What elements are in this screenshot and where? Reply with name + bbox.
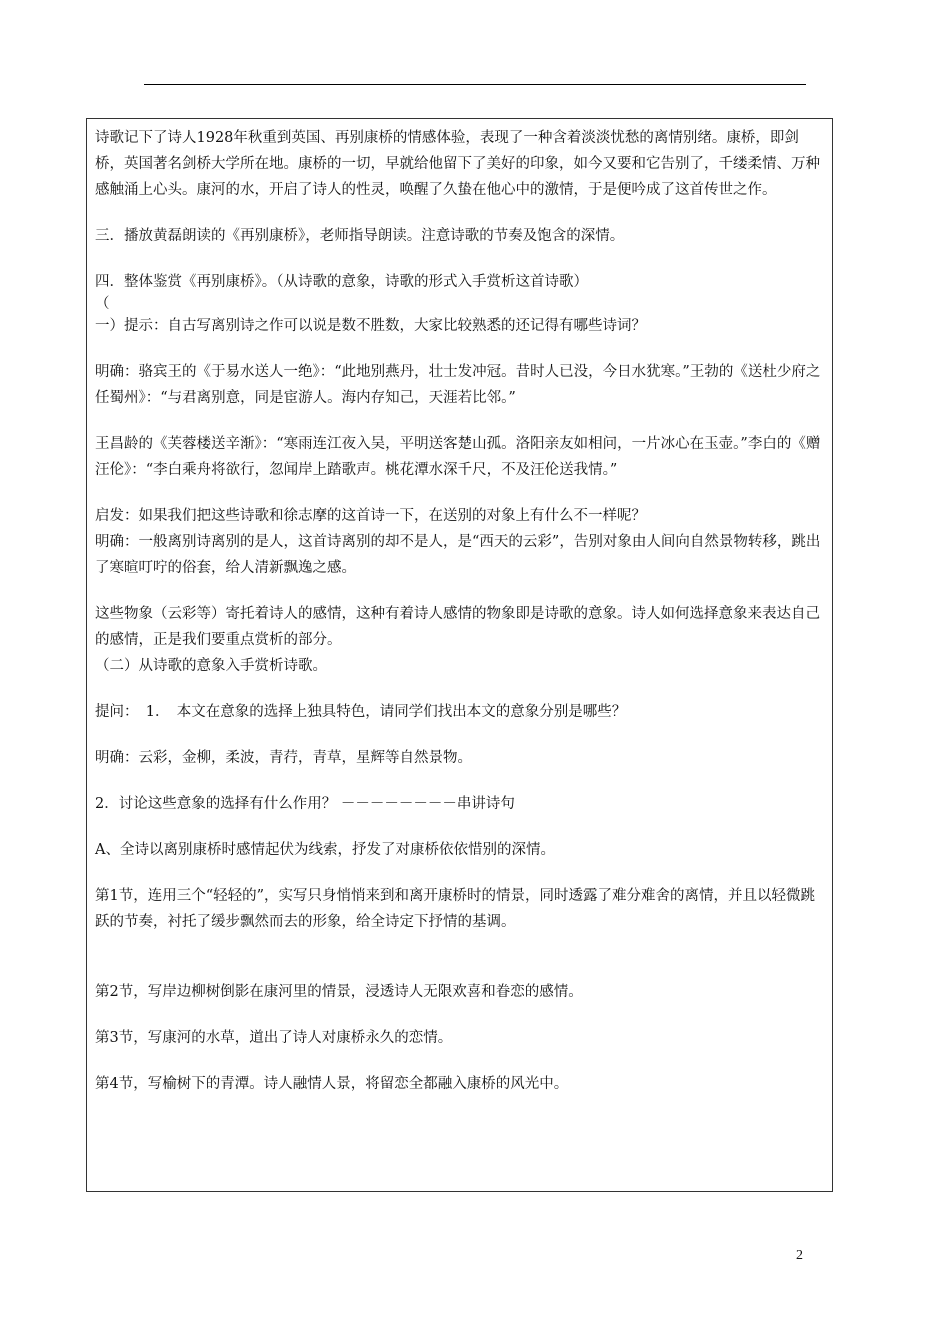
paragraph-hint: 一）提示：自古写离别诗之作可以说是数不胜数，大家比较熟悉的还记得有哪些诗词？ <box>95 318 646 334</box>
paragraph-imagery: 这些物象（云彩等）寄托着诗人的感情，这种有着诗人感情的物象即是诗歌的意象。诗人如何选择意象来表达自己的感情，正是我们要重点赏析的部分。 <box>95 606 820 648</box>
paragraph-stanza-2: 第2节，写岸边柳树倒影在康河里的情景，浸透诗人无限欢喜和眷恋的感情。 <box>95 984 583 1000</box>
content-box <box>86 118 833 1192</box>
page-number: 2 <box>796 1248 803 1263</box>
paragraph-answer-one: 明确：云彩，金柳，柔波，青荇，青草，星辉等自然景物。 <box>95 750 472 766</box>
paragraph-stanza-3: 第3节，写康河的水草，道出了诗人对康桥永久的恋情。 <box>95 1030 453 1046</box>
paragraph-open-paren: （ <box>95 296 110 312</box>
paragraph-question-two: 2．讨论这些意象的选择有什么作用？ －－－－－－－－串讲诗句 <box>95 796 515 812</box>
paragraph-inspire: 启发：如果我们把这些诗歌和徐志摩的这首诗一下，在送别的对象上有什么不一样呢？ <box>95 508 646 524</box>
header-rule <box>144 84 806 85</box>
paragraph-clarify-poems-2: 王昌龄的《芙蓉楼送辛渐》：“寒雨连江夜入吴，平明送客楚山孤。洛阳亲友如相问，一片冰心在玉壶。”李白的《赠汪伦》：“李白乘舟将欲行，忽闻岸上踏歌声。桃花潭水深千尺，不及汪伦送我情。” <box>95 436 821 478</box>
paragraph-background: 诗歌记下了诗人1928年秋重到英国、再别康桥的情感体验，表现了一种含着淡淡忧愁的离情别绪。康桥，即剑桥，英国著名剑桥大学所在地。康桥的一切，早就给他留下了美好的印象，如今又要和它告别了，千缕柔情、万种感触涌上心头。康河的水，开启了诗人的性灵，唤醒了久蛰在他心中的激情，于是便吟成了这首传世之作。 <box>95 130 820 198</box>
paragraph-point-a: A、全诗以离别康桥时感情起伏为线索，抒发了对康桥依依惜别的深情。 <box>95 842 555 858</box>
paragraph-clarify-poems-1: 明确：骆宾王的《于易水送人一绝》：“此地别燕丹，壮士发冲冠。昔时人已没，今日水犹寒。”王勃的《送杜少府之任蜀州》：“与君离别意，同是宦游人。海内存知己，天涯若比邻。” <box>95 364 821 406</box>
paragraph-step-four: 四．整体鉴赏《再别康桥》。（从诗歌的意象，诗歌的形式入手赏析这首诗歌） <box>95 274 588 290</box>
paragraph-stanza-1: 第1节，连用三个“轻轻的”，实写只身悄悄来到和离开康桥时的情景，同时透露了难分难舍的离情，并且以轻微跳跃的节奏，衬托了缓步飘然而去的形象，给全诗定下抒情的基调。 <box>95 888 816 930</box>
paragraph-clarify-object: 明确：一般离别诗离别的是人，这首诗离别的却不是人，是“西天的云彩”，告别对象由人间向自然景物转移，跳出了寒暄叮咛的俗套，给人清新飘逸之感。 <box>95 534 821 576</box>
paragraph-stanza-4: 第4节，写榆树下的青潭。诗人融情人景，将留恋全都融入康桥的风光中。 <box>95 1076 569 1092</box>
paragraph-section-two: （二）从诗歌的意象入手赏析诗歌。 <box>95 658 327 674</box>
paragraph-step-three: 三．播放黄磊朗读的《再别康桥》，老师指导朗读。注意诗歌的节奏及饱含的深情。 <box>95 228 625 244</box>
paragraph-question-one: 提问： 1． 本文在意象的选择上独具特色，请同学们找出本文的意象分别是哪些？ <box>95 704 627 720</box>
